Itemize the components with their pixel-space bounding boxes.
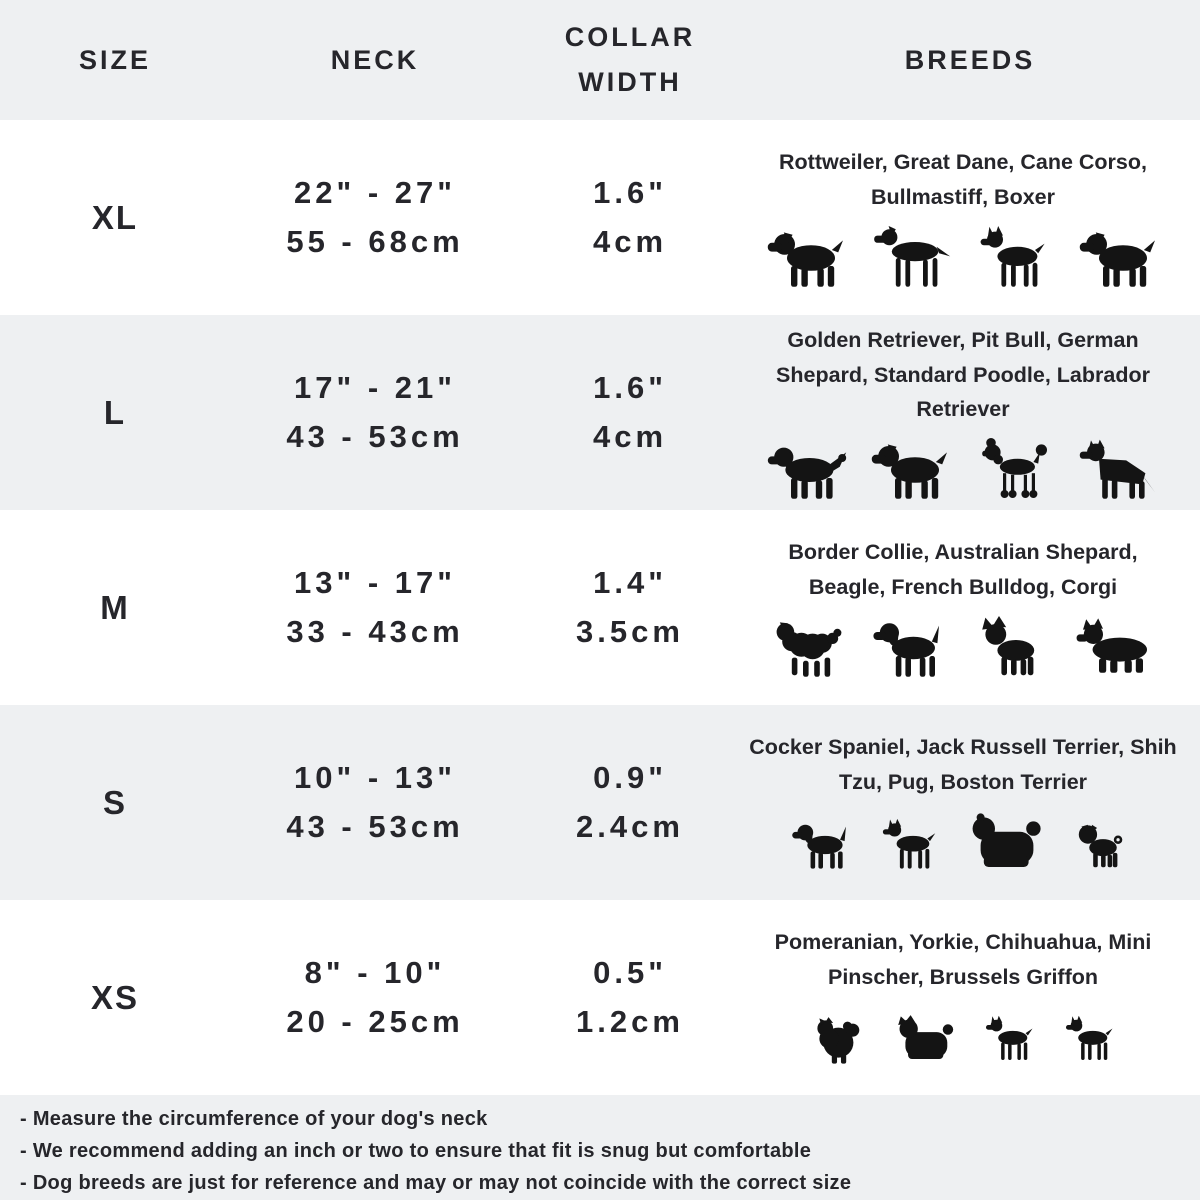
neck-inches: 8" - 10"	[304, 955, 446, 991]
note-reference: - Dog breeds are just for reference and may or may not coincide with the correct size	[20, 1172, 852, 1194]
neck-inches: 22" - 27"	[294, 175, 456, 211]
size-label: L	[103, 393, 127, 431]
size-label: S	[102, 783, 127, 821]
neck-cm: 33 - 43cm	[286, 613, 464, 649]
bullmastiff-icon	[1075, 226, 1163, 290]
breeds-cell	[740, 145, 1200, 290]
table-row-xl	[0, 120, 1200, 315]
chihuahua-icon	[979, 1008, 1043, 1070]
neck-measurement	[230, 559, 520, 655]
width-cm: 2.4cm	[576, 808, 684, 844]
neck-inches: 10" - 13"	[294, 760, 456, 796]
collar-width-measurement	[520, 559, 740, 655]
width-inches: 0.9"	[593, 760, 667, 796]
size-label: XL	[91, 198, 139, 236]
column-header-size-label: SIZE	[78, 44, 151, 75]
breeds-cell	[740, 323, 1200, 502]
width-inches: 1.6"	[593, 175, 667, 211]
breed-silhouettes	[763, 612, 1163, 680]
breed-silhouettes	[803, 1002, 1123, 1070]
rottweiler-icon	[763, 226, 851, 290]
corgi-icon	[1075, 616, 1163, 680]
column-header-neck-label: NECK	[330, 44, 420, 75]
breed-silhouettes	[787, 807, 1139, 875]
min-pin-icon	[1059, 1008, 1123, 1070]
neck-cm: 43 - 53cm	[286, 418, 464, 454]
collar-width-measurement	[520, 364, 740, 460]
width-inches: 1.6"	[593, 370, 667, 406]
neck-cm: 20 - 25cm	[286, 1003, 464, 1039]
jack-russell-icon	[875, 815, 947, 875]
breeds-list: Pomeranian, Yorkie, Chihuahua, Mini Pinscher, Brussels Griffon	[774, 930, 1152, 989]
shih-tzu-icon	[963, 811, 1051, 875]
table-row-m	[0, 510, 1200, 705]
column-header-collar-width-label: COLLAR WIDTH	[564, 22, 696, 97]
neck-measurement	[230, 754, 520, 850]
breeds-list: Cocker Spaniel, Jack Russell Terrier, Shih Tzu, Pug, Boston Terrier	[749, 735, 1177, 794]
note-recommend: - We recommend adding an inch or two to ensure that fit is snug but comfortable	[20, 1140, 812, 1162]
size-label: XS	[90, 978, 140, 1016]
width-inches: 1.4"	[593, 565, 667, 601]
neck-cm: 43 - 53cm	[286, 808, 464, 844]
column-header-breeds-label: BREEDS	[904, 44, 1036, 75]
breeds-list: Rottweiler, Great Dane, Cane Corso, Bullmastiff, Boxer	[779, 150, 1147, 209]
neck-measurement	[230, 949, 520, 1045]
french-bulldog-icon	[971, 616, 1059, 680]
great-dane-icon	[867, 226, 955, 290]
breed-silhouettes	[763, 434, 1163, 502]
neck-cm: 55 - 68cm	[286, 223, 464, 259]
table-row-l	[0, 315, 1200, 510]
neck-measurement	[230, 364, 520, 460]
size-label: M	[100, 588, 130, 626]
german-shepherd-icon	[1075, 438, 1163, 502]
cocker-spaniel-icon	[787, 815, 859, 875]
footer-notes	[0, 1095, 1200, 1200]
breeds-list: Border Collie, Australian Shepard, Beagle, French Bulldog, Corgi	[788, 540, 1138, 599]
column-header-breeds	[740, 38, 1200, 83]
neck-inches: 17" - 21"	[294, 370, 456, 406]
beagle-icon	[867, 616, 955, 680]
width-inches: 0.5"	[593, 955, 667, 991]
table-row-xs	[0, 900, 1200, 1095]
table-row-s	[0, 705, 1200, 900]
neck-measurement	[230, 169, 520, 265]
width-cm: 4cm	[592, 418, 668, 454]
yorkie-icon	[891, 1010, 963, 1070]
breeds-cell	[740, 730, 1200, 875]
collar-width-measurement	[520, 169, 740, 265]
width-cm: 3.5cm	[576, 613, 684, 649]
column-header-size	[0, 38, 230, 83]
breed-silhouettes	[763, 222, 1163, 290]
poodle-icon	[971, 438, 1059, 502]
width-cm: 1.2cm	[576, 1003, 684, 1039]
collar-width-measurement	[520, 949, 740, 1045]
neck-inches: 13" - 17"	[294, 565, 456, 601]
breeds-list: Golden Retriever, Pit Bull, German Shepard, Standard Poodle, Labrador Retriever	[776, 327, 1150, 422]
note-measure: - Measure the circumference of your dog's neck	[20, 1108, 488, 1130]
breeds-cell	[740, 535, 1200, 680]
cane-corso-icon	[971, 226, 1059, 290]
labrador-icon	[867, 438, 955, 502]
column-header-neck	[230, 38, 520, 83]
breeds-cell	[740, 925, 1200, 1070]
australian-shepherd-icon	[763, 616, 851, 680]
column-header-collar-width	[520, 15, 740, 104]
pug-icon	[1067, 815, 1139, 875]
width-cm: 4cm	[592, 223, 668, 259]
golden-retriever-icon	[763, 438, 851, 502]
pomeranian-icon	[803, 1010, 875, 1070]
table-header-row	[0, 0, 1200, 120]
collar-width-measurement	[520, 754, 740, 850]
